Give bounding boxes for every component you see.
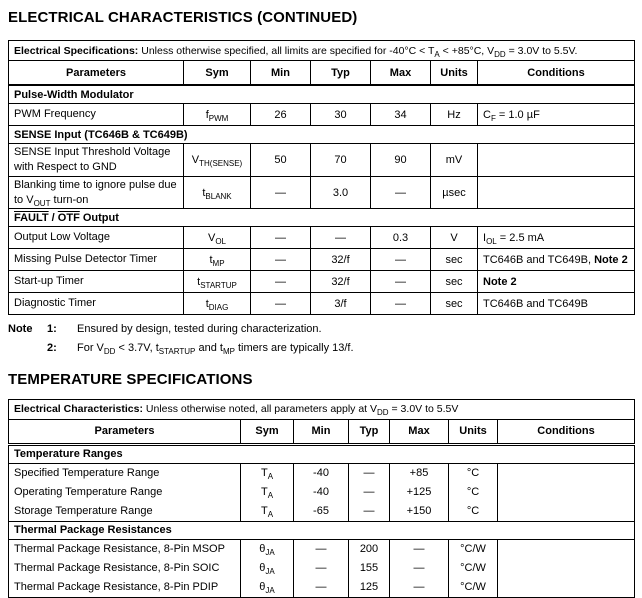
- table-body: [9, 444, 635, 597]
- units-cell: sec: [431, 249, 478, 271]
- min-cell: —: [251, 176, 311, 209]
- footnotes: [8, 322, 634, 355]
- min-cell: -40: [294, 463, 349, 483]
- column-header: Typ: [349, 419, 390, 444]
- typ-cell: —: [349, 483, 390, 502]
- parameter-cell: Specified Temperature Range: [9, 463, 241, 483]
- max-cell: —: [371, 271, 431, 293]
- typ-cell: 30: [311, 104, 371, 126]
- parameter-cell: Output Low Voltage: [9, 227, 184, 249]
- footnote-text: For $V_{DD} < 3.7V$, $t_{STARTUP}$ and $t_{MP}$ timers are typically 13/f.: [77, 341, 354, 356]
- conditions-cell: [478, 176, 635, 209]
- conditions-cell: [498, 463, 635, 483]
- page-title-temperature: TEMPERATURE SPECIFICATIONS: [8, 370, 253, 388]
- parameter-cell: Thermal Package Resistance, 8-Pin PDIP: [9, 578, 241, 598]
- min-cell: -40: [294, 483, 349, 502]
- max-cell: +85: [390, 463, 449, 483]
- conditions-cell: [498, 539, 635, 559]
- conditions-cell: Note 2: [478, 271, 635, 293]
- table-body: [9, 85, 635, 315]
- typ-cell: 32/f: [311, 249, 371, 271]
- parameter-cell: Thermal Package Resistance, 8-Pin MSOP: [9, 539, 241, 559]
- units-cell: °C: [449, 483, 498, 502]
- spec-row: [9, 539, 635, 559]
- typ-cell: —: [349, 463, 390, 483]
- section-row: [9, 126, 635, 144]
- section-label: Thermal Package Resistances: [9, 521, 635, 539]
- spec-row: [9, 483, 635, 502]
- spec-row: [9, 502, 635, 522]
- symbol-cell: $T_A$: [241, 463, 294, 483]
- column-header: Min: [294, 419, 349, 444]
- symbol-cell: $V_{OL}$: [184, 227, 251, 249]
- typ-cell: 70: [311, 144, 371, 177]
- units-cell: °C: [449, 502, 498, 522]
- parameter-cell: Missing Pulse Detector Timer: [9, 249, 184, 271]
- symbol-cell: $t_{MP}$: [184, 249, 251, 271]
- max-cell: +125: [390, 483, 449, 502]
- units-cell: V: [431, 227, 478, 249]
- parameter-cell: Diagnostic Timer: [9, 293, 184, 315]
- section-label: SENSE Input (TC646B & TC649B): [9, 126, 635, 144]
- footnote-number: 1:: [47, 323, 57, 336]
- max-cell: +150: [390, 502, 449, 522]
- footnote-text: Ensured by design, tested during characterization.: [77, 323, 322, 336]
- min-cell: 26: [251, 104, 311, 126]
- footnote-label-spacer: [8, 341, 47, 355]
- column-header: Sym: [184, 61, 251, 86]
- table-note: Electrical Characteristics: Unless otherwise noted, all parameters apply at $V_{DD} = 3.0V$ to 5.5V: [9, 399, 635, 419]
- max-cell: —: [390, 539, 449, 559]
- symbol-cell: $T_A$: [241, 502, 294, 522]
- symbol-cell: $t_{BLANK}$: [184, 176, 251, 209]
- section-label: Pulse-Width Modulator: [9, 85, 635, 104]
- column-header: Max: [390, 419, 449, 444]
- max-cell: 90: [371, 144, 431, 177]
- column-header: Conditions: [478, 61, 635, 86]
- spec-row: [9, 559, 635, 578]
- parameter-cell: Start-up Timer: [9, 271, 184, 293]
- column-header: Sym: [241, 419, 294, 444]
- symbol-cell: $t_{STARTUP}$: [184, 271, 251, 293]
- footnote-label: Note: [8, 323, 33, 336]
- section-row: [9, 85, 635, 104]
- conditions-cell: [498, 502, 635, 522]
- typ-cell: 32/f: [311, 271, 371, 293]
- footnote-number: 2:: [47, 341, 57, 354]
- conditions-cell: [498, 578, 635, 598]
- conditions-cell: $I_{OL} = 2.5$ mA: [478, 227, 635, 249]
- units-cell: Hz: [431, 104, 478, 126]
- min-cell: —: [294, 539, 349, 559]
- units-cell: µsec: [431, 176, 478, 209]
- typ-cell: 125: [349, 578, 390, 598]
- min-cell: 50: [251, 144, 311, 177]
- max-cell: 0.3: [371, 227, 431, 249]
- symbol-cell: $\theta_{JA}$: [241, 578, 294, 598]
- parameter-cell: PWM Frequency: [9, 104, 184, 126]
- units-cell: sec: [431, 271, 478, 293]
- column-header: Units: [449, 419, 498, 444]
- units-cell: °C: [449, 463, 498, 483]
- spec-row: [9, 271, 635, 293]
- symbol-cell: $\theta_{JA}$: [241, 559, 294, 578]
- units-cell: sec: [431, 293, 478, 315]
- footnote-2: [8, 341, 634, 355]
- spec-row: [9, 293, 635, 315]
- conditions-cell: TC646B and TC649B: [478, 293, 635, 315]
- column-header: Parameters: [9, 419, 241, 444]
- spec-row: [9, 463, 635, 483]
- section-label: FAULT / $\overline{OTF}$ Output: [9, 209, 635, 227]
- footnote-1: [8, 322, 634, 336]
- symbol-cell: $f_{PWM}$: [184, 104, 251, 126]
- table-note-row: [9, 399, 635, 419]
- max-cell: —: [371, 293, 431, 315]
- units-cell: °C/W: [449, 578, 498, 598]
- spec-row: [9, 176, 635, 209]
- min-cell: —: [251, 227, 311, 249]
- typ-cell: —: [311, 227, 371, 249]
- conditions-cell: TC646B and TC649B, Note 2: [478, 249, 635, 271]
- column-header: Units: [431, 61, 478, 86]
- spec-row: [9, 249, 635, 271]
- min-cell: —: [294, 578, 349, 598]
- parameter-cell: SENSE Input Threshold Voltage with Respect to GND: [9, 144, 184, 177]
- spec-row: [9, 227, 635, 249]
- column-header: Min: [251, 61, 311, 86]
- electrical-specifications-table: [8, 40, 635, 315]
- conditions-cell: $C_F = 1.0$ µF: [478, 104, 635, 126]
- symbol-cell: $\theta_{JA}$: [241, 539, 294, 559]
- column-header: Parameters: [9, 61, 184, 86]
- section-row: [9, 521, 635, 539]
- section-label: Temperature Ranges: [9, 444, 635, 463]
- max-cell: —: [371, 249, 431, 271]
- typ-cell: —: [349, 502, 390, 522]
- min-cell: —: [251, 271, 311, 293]
- min-cell: —: [294, 559, 349, 578]
- spec-row: [9, 578, 635, 598]
- page-title-electrical: ELECTRICAL CHARACTERISTICS (CONTINUED): [8, 9, 358, 26]
- column-header: Typ: [311, 61, 371, 86]
- symbol-cell: $t_{DIAG}$: [184, 293, 251, 315]
- column-header: Conditions: [498, 419, 635, 444]
- table-note-row: [9, 41, 635, 61]
- conditions-cell: [498, 559, 635, 578]
- typ-cell: 200: [349, 539, 390, 559]
- symbol-cell: $T_A$: [241, 483, 294, 502]
- max-cell: 34: [371, 104, 431, 126]
- table-header-row: [9, 61, 635, 86]
- typ-cell: 3/f: [311, 293, 371, 315]
- table-note: Electrical Specifications: Unless otherwise specified, all limits are specified for $-40^\circ C < T_A < +85^\circ C$, $V_{DD} = 3.0V$ to 5.5V.: [9, 41, 635, 61]
- typ-cell: 155: [349, 559, 390, 578]
- min-cell: —: [251, 249, 311, 271]
- parameter-cell: Thermal Package Resistance, 8-Pin SOIC: [9, 559, 241, 578]
- max-cell: —: [390, 559, 449, 578]
- spec-row: [9, 144, 635, 177]
- min-cell: —: [251, 293, 311, 315]
- units-cell: °C/W: [449, 559, 498, 578]
- min-cell: -65: [294, 502, 349, 522]
- parameter-cell: Storage Temperature Range: [9, 502, 241, 522]
- temperature-specifications-table: [8, 399, 635, 598]
- conditions-cell: [478, 144, 635, 177]
- symbol-cell: $V_{TH(SENSE)}$: [184, 144, 251, 177]
- section-row: [9, 209, 635, 227]
- parameter-cell: Operating Temperature Range: [9, 483, 241, 502]
- max-cell: —: [390, 578, 449, 598]
- spec-row: [9, 104, 635, 126]
- parameter-cell: Blanking time to ignore pulse due to $V_{OUT}$ turn-on: [9, 176, 184, 209]
- conditions-cell: [498, 483, 635, 502]
- section-row: [9, 444, 635, 463]
- table-header-row: [9, 419, 635, 444]
- units-cell: °C/W: [449, 539, 498, 559]
- max-cell: —: [371, 176, 431, 209]
- column-header: Max: [371, 61, 431, 86]
- typ-cell: 3.0: [311, 176, 371, 209]
- units-cell: mV: [431, 144, 478, 177]
